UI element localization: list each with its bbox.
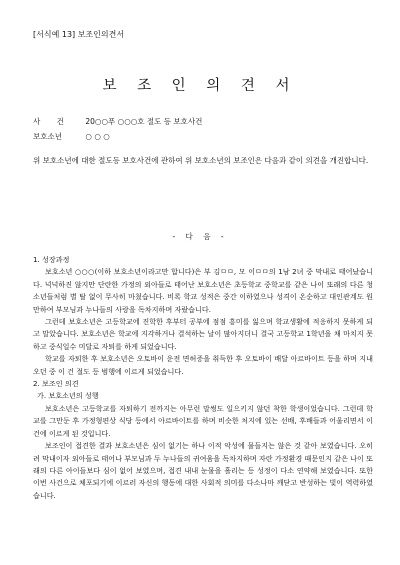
- section-heading: 2. 보조인 의견: [33, 379, 79, 389]
- body-paragraph: 보호소년 ○○○(이하 보호소년이라고만 합니다)은 부 김ㅁㅁ, 모 이ㅁㅁ의 1남 2녀 중 막내로 태어났습니다. 넉넉하진 않지만 단란한 가정의 외아들로 태어난 보호소년은 초등학교 중학교를 같은 나이 또래의 다른 청소년들처럼 별 탈 없이 무사히 마쳤습니다. 비록 학교 성적은 중간 이하였으나 성격이 온순하고 대인관계도 원만하여 부모님과 누나들의 사랑을 독차지하며 자랐습니다.: [33, 267, 373, 314]
- document-title: 보 조 인 의 견 서: [102, 78, 298, 94]
- body-paragraph: 그런데 보호소년은 고등학교에 진학한 후부터 공부에 점점 흥미를 잃으며 학교생활에 적응하지 못하게 되고 말았습니다. 보호소년은 학교에 지각하거나 결석하는 날이 많아지더니 결국 고등학교 1학년을 채 마치지 못하고 중식일수 미달로 자퇴를 하게 되었습니다.: [33, 317, 373, 351]
- case-value: 20○○푸 ○○○호 절도 등 보호사건: [85, 117, 203, 126]
- case-field: [33, 116, 202, 127]
- section-marker: - 다 음 -: [172, 232, 228, 241]
- case-label: 사 건: [33, 117, 71, 126]
- document-body: [33, 254, 373, 502]
- juvenile-label: 보호소년: [33, 132, 62, 141]
- juvenile-value: ○ ○ ○: [85, 132, 110, 141]
- form-number: [서식예 13] 보조인의견서: [33, 30, 125, 39]
- juvenile-field: [33, 131, 110, 142]
- intro-paragraph: 위 보호소년에 대한 절도등 보호사건에 관하여 위 보호소년의 보조인은 다음과 같이 의견을 개진합니다.: [33, 156, 369, 165]
- body-paragraph: 보조인이 접견한 결과 보호소년은 심이 없기는 하나 이적 악성에 물들지는 않은 것 같아 보였습니다. 오히려 막내이자 외아들로 태어나 부모님과 두 누나들의 귀여움을 독차지하며 자란 가정환경 때문인지 같은 나이 또래의 다른 아이들보다 심이 없어 보였으며, 접견 내내 눈물을 흘리는 등 성정이 다소 연약해 보였습니다. 또한 이번 사건으로 체포되기에 이르러 자신의 행동에 대한 사회적 의미를 다소나마 깨닫고 반성하는 빛이 역력하였습니다.: [33, 441, 373, 500]
- subsection-heading: 가. 보호소년의 성행: [37, 391, 99, 401]
- section-heading: 1. 성장과정: [33, 255, 70, 264]
- body-paragraph: 학교를 자퇴한 후 보호소년은 오토바이 운전 면허증을 취득한 후 오토바이 배달 아르바이트 등을 하며 지내오던 중 이 건 절도 등 범행에 이르게 되었습니다.: [33, 354, 373, 376]
- body-paragraph: 보호소년은 고등학교를 자퇴하기 전까지는 아무런 말썽도 일으키지 않던 착한 학생이었습니다. 그런데 학교를 그만둔 후 가정형편상 식당 등에서 아르바이트를 하며 비슷한 처지에 있는 선배, 후배들과 어울리면서 이 건에 이르게 된 것입니다.: [33, 403, 373, 438]
